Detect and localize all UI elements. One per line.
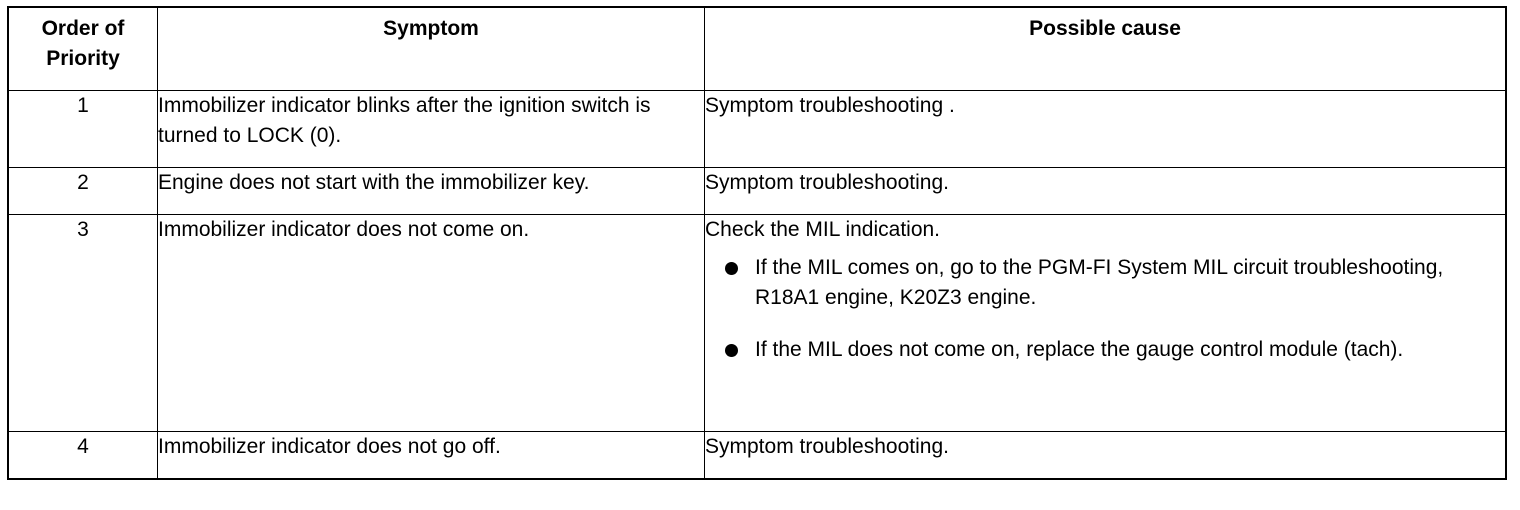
possible-cause-text: Check the MIL indication. xyxy=(705,218,941,241)
table-row xyxy=(8,215,1506,432)
bullet-item xyxy=(725,335,1505,365)
possible-cause-bullet-list xyxy=(705,253,1505,365)
symptom-cell: Immobilizer indicator does not come on. xyxy=(158,215,705,432)
bullet-text: If the MIL comes on, go to the PGM-FI System MIL circuit troubleshooting, R18A1 engine, K20Z3 engine. xyxy=(755,256,1444,309)
table-row xyxy=(8,168,1506,215)
possible-cause-cell: Symptom troubleshooting. xyxy=(705,168,1507,215)
header-order-of-priority-label: Order of Priority xyxy=(41,17,125,70)
priority-cell: 4 xyxy=(8,432,158,480)
bullet-dot-icon xyxy=(725,344,738,357)
possible-cause-cell xyxy=(705,215,1507,432)
bullet-item xyxy=(725,253,1505,313)
table-header-row xyxy=(8,7,1506,91)
symptom-cell: Immobilizer indicator blinks after the ignition switch is turned to LOCK (0). xyxy=(158,91,705,168)
header-symptom-label: Symptom xyxy=(383,17,479,40)
priority-cell: 2 xyxy=(8,168,158,215)
header-possible-cause-label: Possible cause xyxy=(1029,17,1181,40)
symptom-troubleshooting-table xyxy=(7,6,1507,480)
priority-cell: 3 xyxy=(8,215,158,432)
symptom-cell: Immobilizer indicator does not go off. xyxy=(158,432,705,480)
bullet-text: If the MIL does not come on, replace the gauge control module (tach). xyxy=(755,338,1404,361)
header-order-of-priority xyxy=(8,7,158,91)
priority-cell: 1 xyxy=(8,91,158,168)
bullet-dot-icon xyxy=(725,262,738,275)
symptom-cell: Engine does not start with the immobilizer key. xyxy=(158,168,705,215)
table-row xyxy=(8,432,1506,480)
possible-cause-cell: Symptom troubleshooting. xyxy=(705,432,1507,480)
table-row xyxy=(8,91,1506,168)
header-symptom xyxy=(158,7,705,91)
possible-cause-cell: Symptom troubleshooting . xyxy=(705,91,1507,168)
header-possible-cause xyxy=(705,7,1507,91)
